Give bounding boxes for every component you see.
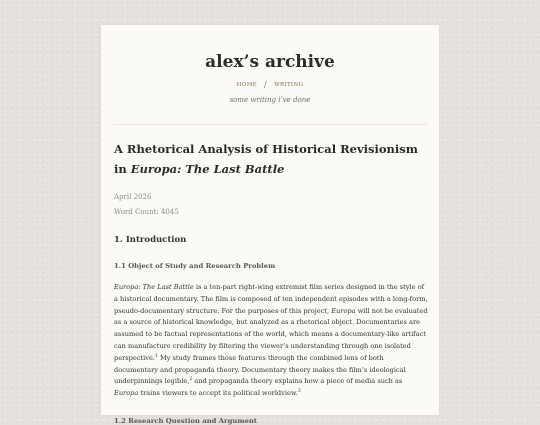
film-title-italic: Europa: The Last Battle xyxy=(114,283,194,291)
nav-separator: / xyxy=(264,80,268,89)
footnote-ref-3[interactable]: 3 xyxy=(297,388,301,394)
footnote-ref-1[interactable]: 1 xyxy=(154,353,158,359)
post-title-text: A Rhetorical Analysis of Historical Revisionism in xyxy=(114,142,418,176)
paragraph-intro xyxy=(114,282,428,400)
paragraph-text: trains viewers to accept its political worldview. xyxy=(138,389,298,398)
paragraph-text: is a ten-part right-wing extremist film series designed in the style of a historical documentary. The film is composed of ten independent episodes with a long-form, pseudo-documentary structure. For the purposes of this project, xyxy=(114,283,428,315)
paragraph-text: My study frames those features through the combined lens of both documentary and propaganda theory. Documentary theory makes the film’s ideological underpinnings legible, xyxy=(114,353,406,386)
nav-link-home[interactable]: HOME xyxy=(236,82,257,88)
site-title[interactable]: alex’s archive xyxy=(205,52,335,72)
page-card xyxy=(101,25,439,425)
paragraph-text: and propaganda theory explains how a piece of media such as xyxy=(192,377,403,386)
post-title xyxy=(114,139,428,179)
post-title-italic: Europa: The Last Battle xyxy=(130,162,285,176)
post-meta xyxy=(114,190,428,220)
paragraph-text: will not be evaluated as a source of historical knowledge, but analyzed as a rhetorical object. Documentaries are assumed to be factual representations of the world, which means a documentary-like artifact can manufacture credibility by filtering the viewer’s understanding through one isolated perspective. xyxy=(114,306,428,362)
section-heading-introduction: 1. Introduction xyxy=(114,235,187,245)
subsection-heading-object-of-study: 1.1 Object of Study and Research Problem xyxy=(114,262,276,270)
film-title-italic: Europa xyxy=(114,389,139,398)
post-date: April 2026 xyxy=(114,193,152,201)
site-tagline: some writing i’ve done xyxy=(229,96,311,104)
post-content xyxy=(114,139,428,425)
site-nav xyxy=(101,79,439,88)
subsection-heading-research-question: 1.2 Research Question and Argument xyxy=(114,416,257,425)
footnote-ref-2[interactable]: 2 xyxy=(189,377,193,383)
post-word-count: Word Count: 4045 xyxy=(114,208,179,216)
film-title-italic: Europa xyxy=(331,306,356,315)
nav-link-writing[interactable]: WRITING xyxy=(274,82,304,88)
header-divider xyxy=(113,124,427,125)
